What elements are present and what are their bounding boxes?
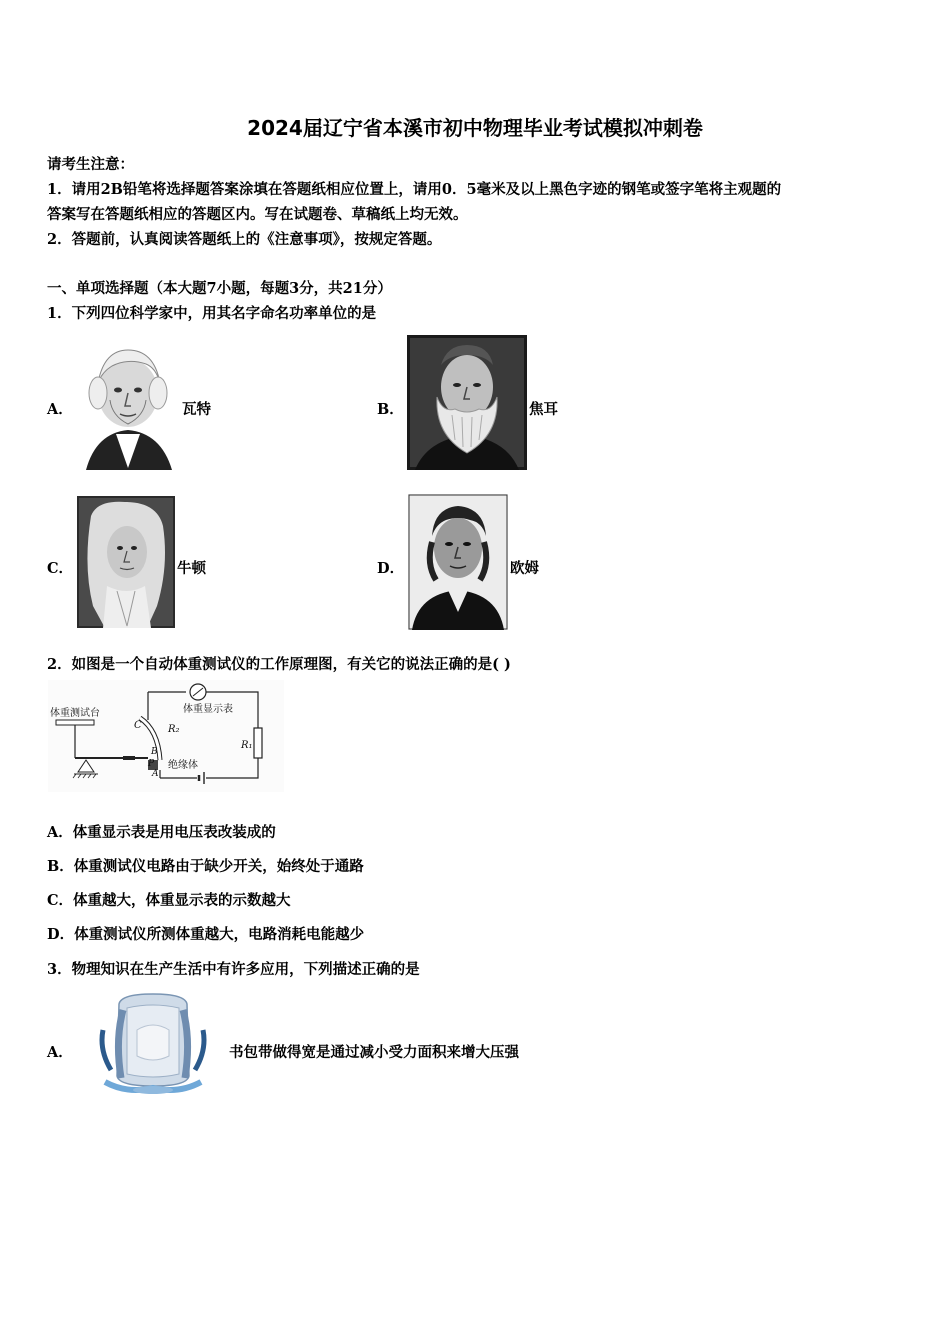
q1-option-b-letter: B． (377, 401, 404, 418)
label-a: A (152, 769, 159, 779)
notice-line-3: 2．答题前，认真阅读答题纸上的《注意事项》，按规定答题。 (47, 231, 442, 248)
q2-option-b: B．体重测试仪电路由于缺少开关，始终处于通路 (47, 858, 364, 875)
q2-option-d: D．体重测试仪所测体重越大，电路消耗电能越少 (47, 926, 365, 943)
weight-tester-circuit-diagram (48, 680, 284, 792)
page-title: 2024届辽宁省本溪市初中物理毕业考试模拟冲刺卷 (247, 116, 703, 140)
section-heading: 一、单项选择题（本大题7小题，每题3分，共21分） (47, 280, 392, 297)
q3-option-a-text: 书包带做得宽是通过减小受力面积来增大压强 (229, 1044, 519, 1061)
notice-line-1: 1．请用2B铅笔将选择题答案涂填在答题纸相应位置上，请用0．5毫米及以上黑色字迹的钢笔或签字笔将主观题的 (47, 181, 782, 198)
joule-portrait (407, 335, 527, 470)
q1-option-c-letter: C． (47, 560, 74, 577)
watt-portrait (76, 338, 180, 470)
backpack-image (97, 990, 209, 1098)
q3-option-a-letter: A． (47, 1044, 73, 1061)
question-2-stem: 2．如图是一个自动体重测试仪的工作原理图，有关它的说法正确的是( ) (47, 656, 511, 673)
label-r1: R₁ (241, 740, 253, 751)
label-insulator: 绝缘体 (168, 760, 198, 771)
notice-line-2: 答案写在答题纸相应的答题区内。写在试题卷、草稿纸上均无效。 (47, 206, 468, 223)
label-platform: 体重测试台 (50, 708, 100, 719)
label-p: P (148, 759, 155, 769)
label-c: C (134, 720, 142, 731)
q1-option-a-name: 瓦特 (182, 401, 211, 418)
q1-option-d-letter: D． (377, 560, 405, 577)
label-b: B (151, 747, 158, 757)
question-1-stem: 1．下列四位科学家中，用其名字命名功率单位的是 (47, 305, 377, 322)
newton-portrait (77, 496, 175, 628)
q1-option-c-name: 牛顿 (177, 560, 206, 577)
label-display: 体重显示表 (183, 704, 233, 715)
q2-option-c: C．体重越大，体重显示表的示数越大 (47, 892, 291, 909)
q1-option-a-letter: A． (47, 401, 73, 418)
label-r2: R₂ (168, 724, 180, 735)
notice-heading: 请考生注意： (47, 156, 134, 173)
question-3-stem: 3．物理知识在生产生活中有许多应用，下列描述正确的是 (47, 961, 420, 978)
q1-option-b-name: 焦耳 (529, 401, 558, 418)
q1-option-d-name: 欧姆 (510, 560, 539, 577)
ohm-portrait (408, 494, 508, 630)
q2-option-a: A．体重显示表是用电压表改装成的 (47, 824, 276, 841)
